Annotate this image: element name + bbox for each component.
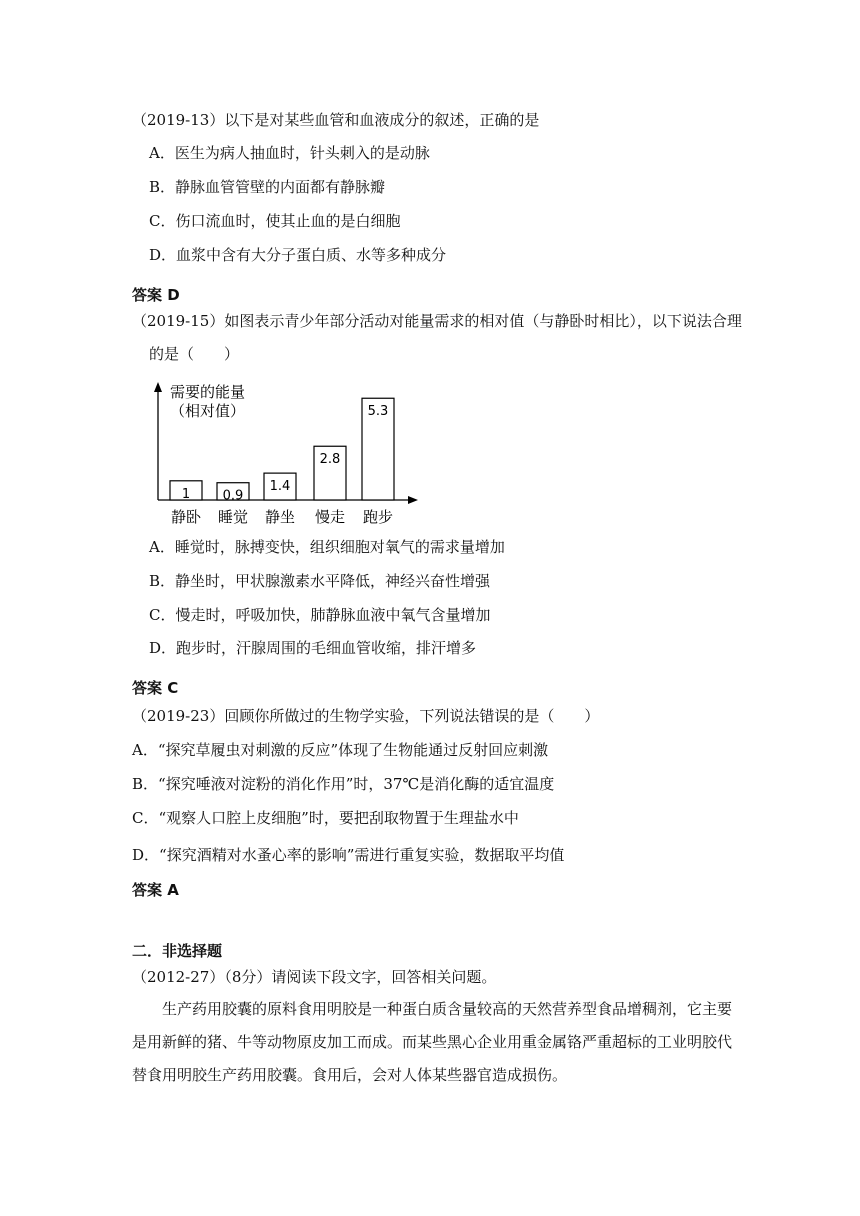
question-stem: （2019-23）回顾你所做过的生物学实验，下列说法错误的是（ ） [132,707,600,725]
question-stem: （2012-27）（8分）请阅读下段文字，回答相关问题。 [132,968,497,986]
option-d: D．跑步时，汗腺周围的毛细血管收缩，排汗增多 [149,639,477,657]
y-axis-label-line2: （相对值） [170,402,246,420]
bar-value-label: 2.8 [319,452,341,468]
bar-value-label: 1 [181,486,191,502]
option-c: C．慢走时，呼吸加快，肺静脉血液中氧气含量增加 [149,606,491,624]
question-stem: （2019-13）以下是对某些血管和血液成分的叙述，正确的是 [132,111,540,129]
option-a: A．医生为病人抽血时，针头刺入的是动脉 [149,144,430,162]
option-c: C．“观察人口腔上皮细胞”时，要把刮取物置于生理盐水中 [132,809,519,827]
option-a: A．睡觉时，脉搏变快，组织细胞对氧气的需求量增加 [149,538,505,556]
answer-label: 答案 D [132,286,180,304]
bar-value-label: 5.3 [367,404,389,420]
option-b: B．静坐时，甲状腺激素水平降低，神经兴奋性增强 [149,572,491,590]
y-axis-arrow [154,382,162,392]
bar-value-label: 1.4 [269,479,291,495]
x-axis-arrow [408,496,418,504]
y-axis-label-line1: 需要的能量 [170,383,246,401]
x-tick-label: 静坐 [264,508,296,526]
answer-label: 答案 C [132,679,179,697]
bar-value-label: 0.9 [222,488,244,504]
x-tick-label: 静卧 [170,508,202,526]
option-a: A．“探究草履虫对刺激的反应”体现了生物能通过反射回应刺激 [132,741,549,759]
option-b: B．“探究唾液对淀粉的消化作用”时，37℃是消化酶的适宜温度 [132,775,555,793]
question-stem: （2019-15）如图表示青少年部分活动对能量需求的相对值（与静卧时相比），以下说法合理 [132,312,742,330]
option-b: B．静脉血管管壁的内面都有静脉瓣 [149,178,386,196]
question-stem-continued: 的是（ ） [149,345,240,363]
energy-bar-chart [150,378,440,538]
option-d: D．血浆中含有大分子蛋白质、水等多种成分 [149,246,447,264]
answer-label: 答案 A [132,881,179,899]
reading-paragraph: 生产药用胶囊的原料食用明胶是一种蛋白质含量较高的天然营养型食品增稠剂，它主要是用新鲜的猪、牛等动物原皮加工而成。而某些黑心企业用重金属铬严重超标的工业明胶代替食用明胶生产药用胶囊。食用后，会对人体某些器官造成损伤。 [132,1000,733,1084]
section-title: 二．非选择题 [132,942,223,960]
option-c: C．伤口流血时，使其止血的是白细胞 [149,212,401,230]
x-tick-label: 跑步 [362,508,394,526]
x-tick-label: 睡觉 [217,508,249,526]
x-tick-label: 慢走 [314,508,346,526]
option-d: D．“探究酒精对水蚤心率的影响”需进行重复实验，数据取平均值 [132,846,565,864]
